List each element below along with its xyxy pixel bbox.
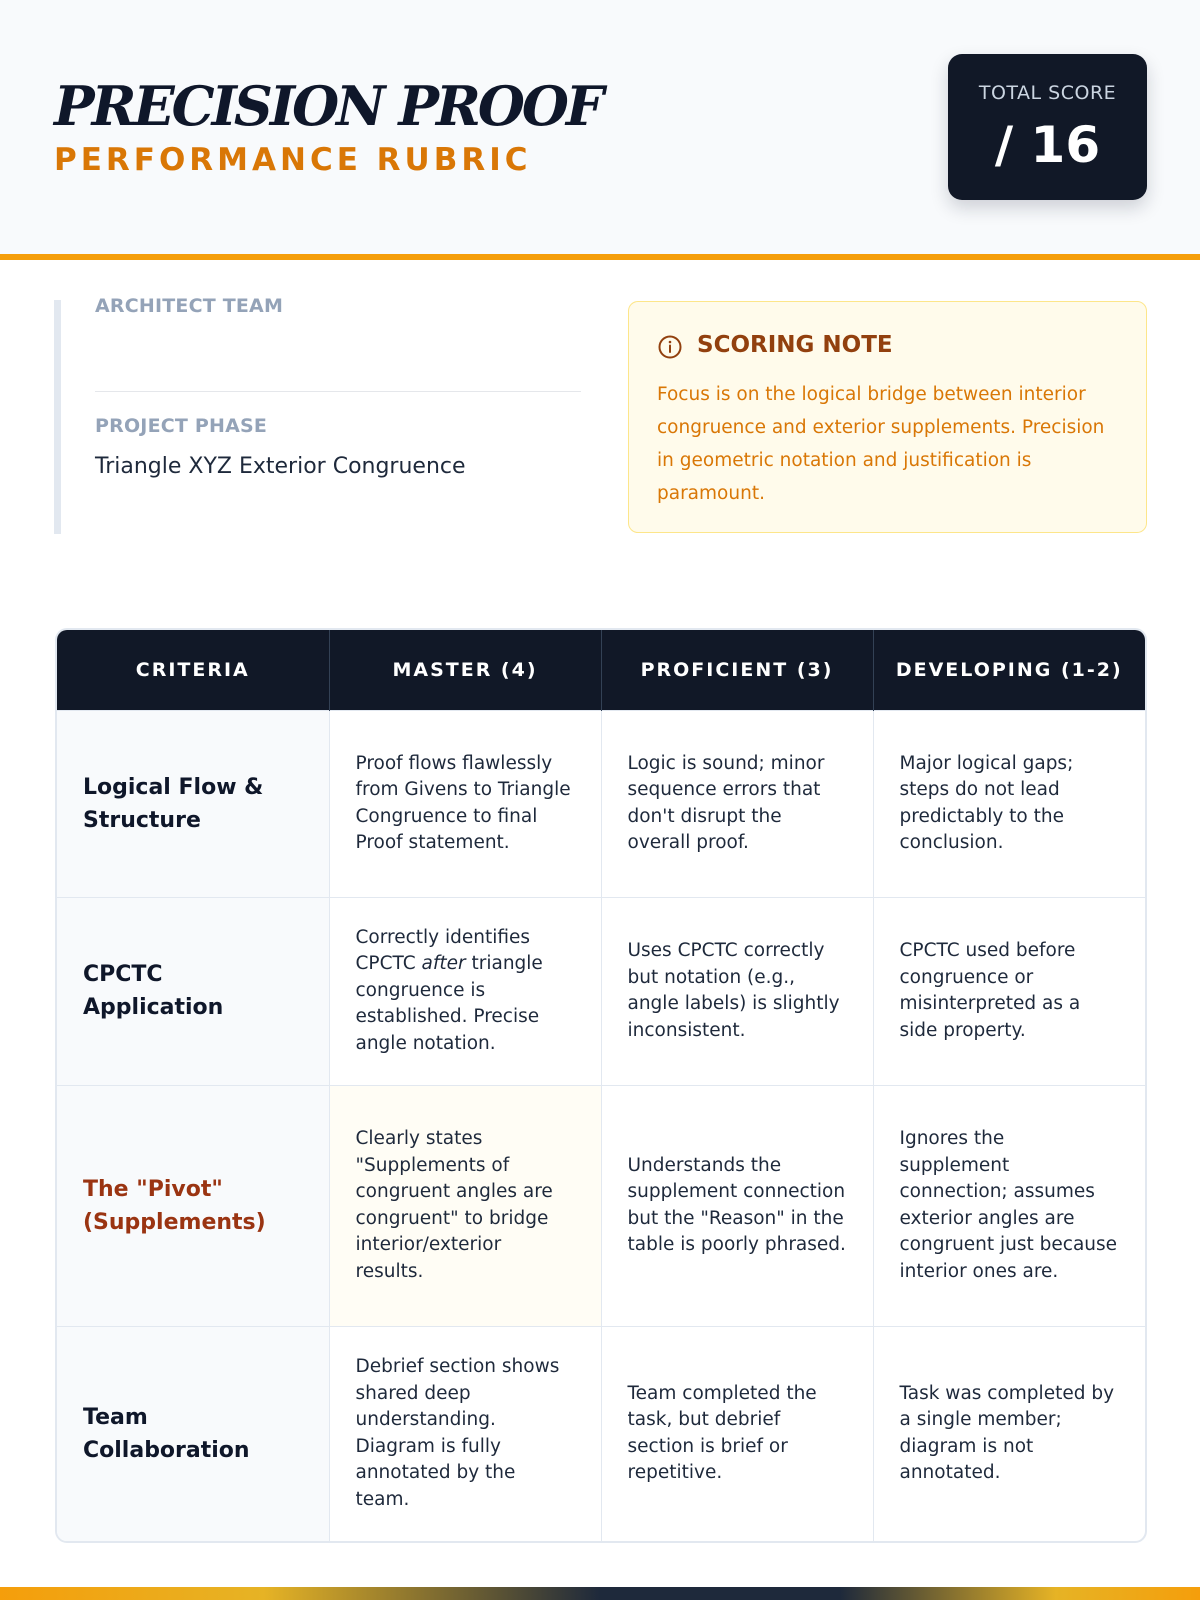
column-header-master: MASTER (4): [329, 630, 601, 710]
project-phase-label: PROJECT PHASE: [95, 415, 268, 437]
project-info: [54, 295, 574, 534]
score-label: TOTAL SCORE: [978, 82, 1117, 104]
total-score-card: [948, 54, 1147, 200]
criteria-cell: CPCTC Application: [57, 897, 329, 1085]
column-header-developing: DEVELOPING (1-2): [873, 630, 1145, 710]
proficient-cell: Uses CPCTC correctly but notation (e.g., angle labels) is slightly inconsistent.: [601, 897, 873, 1085]
info-circle-icon: [657, 334, 683, 360]
header: [0, 0, 1200, 260]
master-cell: Clearly states "Supplements of congruent angles are congruent" to bridge interior/exterior results.: [329, 1085, 601, 1326]
criteria-cell: The "Pivot" (Supplements): [57, 1085, 329, 1326]
master-emphasis: after: [421, 953, 466, 975]
proficient-cell: Logic is sound; minor sequence errors that don't disrupt the overall proof.: [601, 710, 873, 897]
table-row: [57, 1085, 1145, 1326]
rubric-table: [55, 628, 1147, 1543]
master-text-end: triangle congruence is established. Precise angle notation.: [355, 953, 543, 1054]
footer-accent-bar: [0, 1587, 1200, 1600]
column-header-proficient: PROFICIENT (3): [601, 630, 873, 710]
criteria-cell: Logical Flow & Structure: [57, 710, 329, 897]
criteria-cell: Team Collaboration: [57, 1326, 329, 1541]
scoring-note: [628, 301, 1147, 533]
proficient-cell: Understands the supplement connection but the "Reason" in the table is poorly phrased.: [601, 1085, 873, 1326]
master-cell: [329, 897, 601, 1085]
developing-cell: Task was completed by a single member; diagram is not annotated.: [873, 1326, 1145, 1541]
scoring-note-body: Focus is on the logical bridge between interior congruence and exterior supplements. Precision in geometric notation and justification is paramount.: [657, 384, 1105, 504]
master-cell: Debrief section shows shared deep understanding. Diagram is fully annotated by the team.: [329, 1326, 601, 1541]
field-divider: [95, 391, 581, 392]
scoring-note-title: SCORING NOTE: [697, 332, 893, 358]
table-row: [57, 1326, 1145, 1541]
rubric-header-row: [57, 630, 1145, 710]
master-cell: Proof flows flawlessly from Givens to Triangle Congruence to final Proof statement.: [329, 710, 601, 897]
developing-cell: Major logical gaps; steps do not lead predictably to the conclusion.: [873, 710, 1145, 897]
table-row: [57, 897, 1145, 1085]
column-header-criteria: CRITERIA: [57, 630, 329, 710]
page-subtitle: PERFORMANCE RUBRIC: [54, 142, 532, 178]
score-value: / 16: [994, 116, 1101, 174]
page-title: PRECISION PROOF: [54, 74, 602, 138]
project-phase-value: Triangle XYZ Exterior Congruence: [95, 454, 466, 479]
developing-cell: Ignores the supplement connection; assumes exterior angles are congruent just because interior ones are.: [873, 1085, 1145, 1326]
table-row: [57, 710, 1145, 897]
developing-cell: CPCTC used before congruence or misinterpreted as a side property.: [873, 897, 1145, 1085]
proficient-cell: Team completed the task, but debrief section is brief or repetitive.: [601, 1326, 873, 1541]
architect-team-label: ARCHITECT TEAM: [95, 295, 284, 317]
master-text-start: Correctly identifies CPCTC: [355, 926, 531, 975]
